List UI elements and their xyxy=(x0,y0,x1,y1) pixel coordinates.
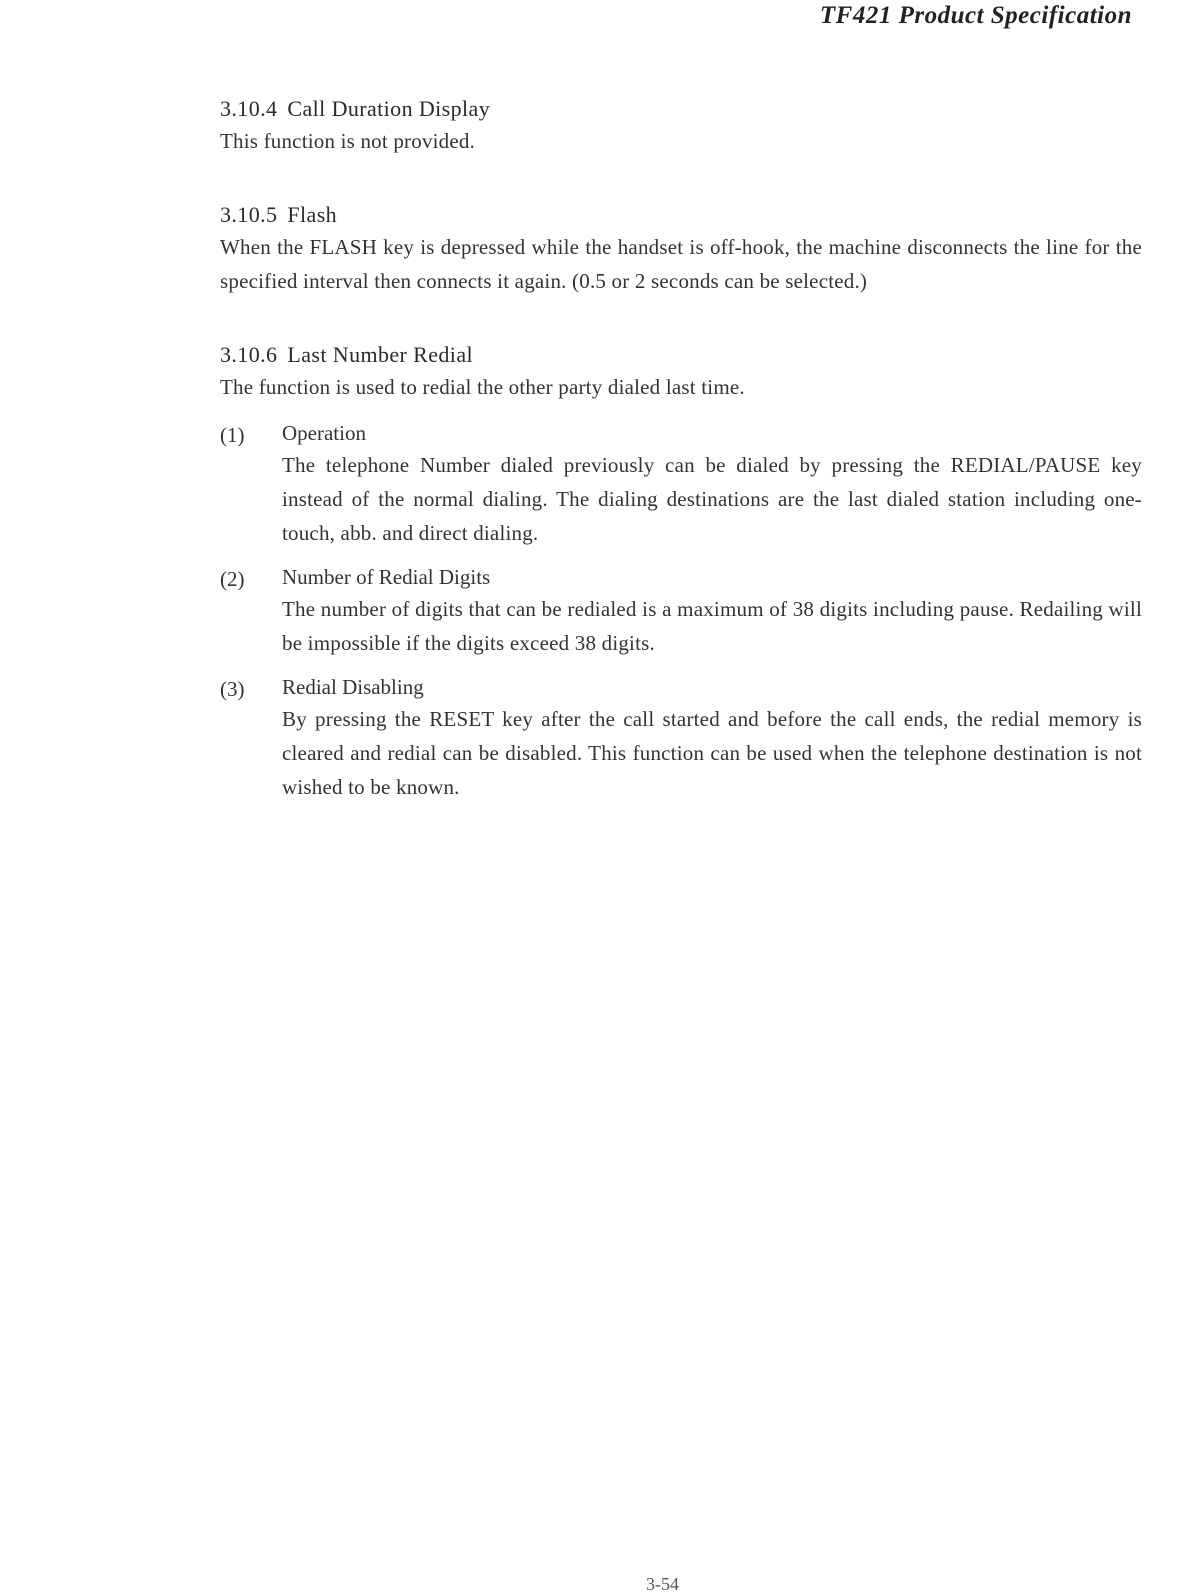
subitem-marker: (1) xyxy=(220,423,245,447)
section-title: Flash xyxy=(287,202,338,227)
section-heading xyxy=(220,200,1142,230)
subitem-body: By pressing the RESET key after the call started and before the call ends, the redial memory is cleared and redial can be disabled. This function can be used when the telephone destination is not wished to be known. xyxy=(282,707,1142,799)
section-body: This function is not provided. xyxy=(220,129,476,153)
subitem-body: The number of digits that can be redialed is a maximum of 38 digits including pause. Redailing will be impossible if the digits exceed 38 digits. xyxy=(282,597,1142,655)
section-call-duration-display xyxy=(220,94,1142,158)
section-heading xyxy=(220,94,1142,124)
section-body: When the FLASH key is depressed while the handset is off-hook, the machine disconnects the line for the specified interval then connects it again. (0.5 or 2 seconds can be selected.) xyxy=(220,235,1142,293)
subitem-redial-disabling xyxy=(220,672,1142,804)
section-number: 3.10.6 xyxy=(220,342,278,367)
document-body xyxy=(220,94,1142,846)
subitem-title: Operation xyxy=(282,421,366,445)
subitem-list xyxy=(220,418,1142,804)
section-title: Call Duration Display xyxy=(287,96,491,121)
subitem-title: Number of Redial Digits xyxy=(282,565,491,589)
page-number: 3-54 xyxy=(646,1574,679,1594)
section-title: Last Number Redial xyxy=(287,342,474,367)
subitem-title: Redial Disabling xyxy=(282,675,424,699)
section-number: 3.10.5 xyxy=(220,202,278,227)
section-last-number-redial xyxy=(220,340,1142,804)
subitem-operation xyxy=(220,418,1142,550)
subitem-marker: (2) xyxy=(220,567,245,591)
subitem-body: The telephone Number dialed previously can be dialed by pressing the REDIAL/PAUSE key instead of the normal dialing. The dialing destinations are the last dialed station including one-touch, abb. and direct dialing. xyxy=(282,453,1142,545)
subitem-marker: (3) xyxy=(220,677,245,701)
section-flash xyxy=(220,200,1142,298)
section-body: The function is used to redial the other party dialed last time. xyxy=(220,375,745,399)
section-number: 3.10.4 xyxy=(220,96,278,121)
subitem-number-of-redial-digits xyxy=(220,562,1142,660)
section-heading xyxy=(220,340,1142,370)
page-header-title: TF421 Product Specification xyxy=(819,2,1132,29)
